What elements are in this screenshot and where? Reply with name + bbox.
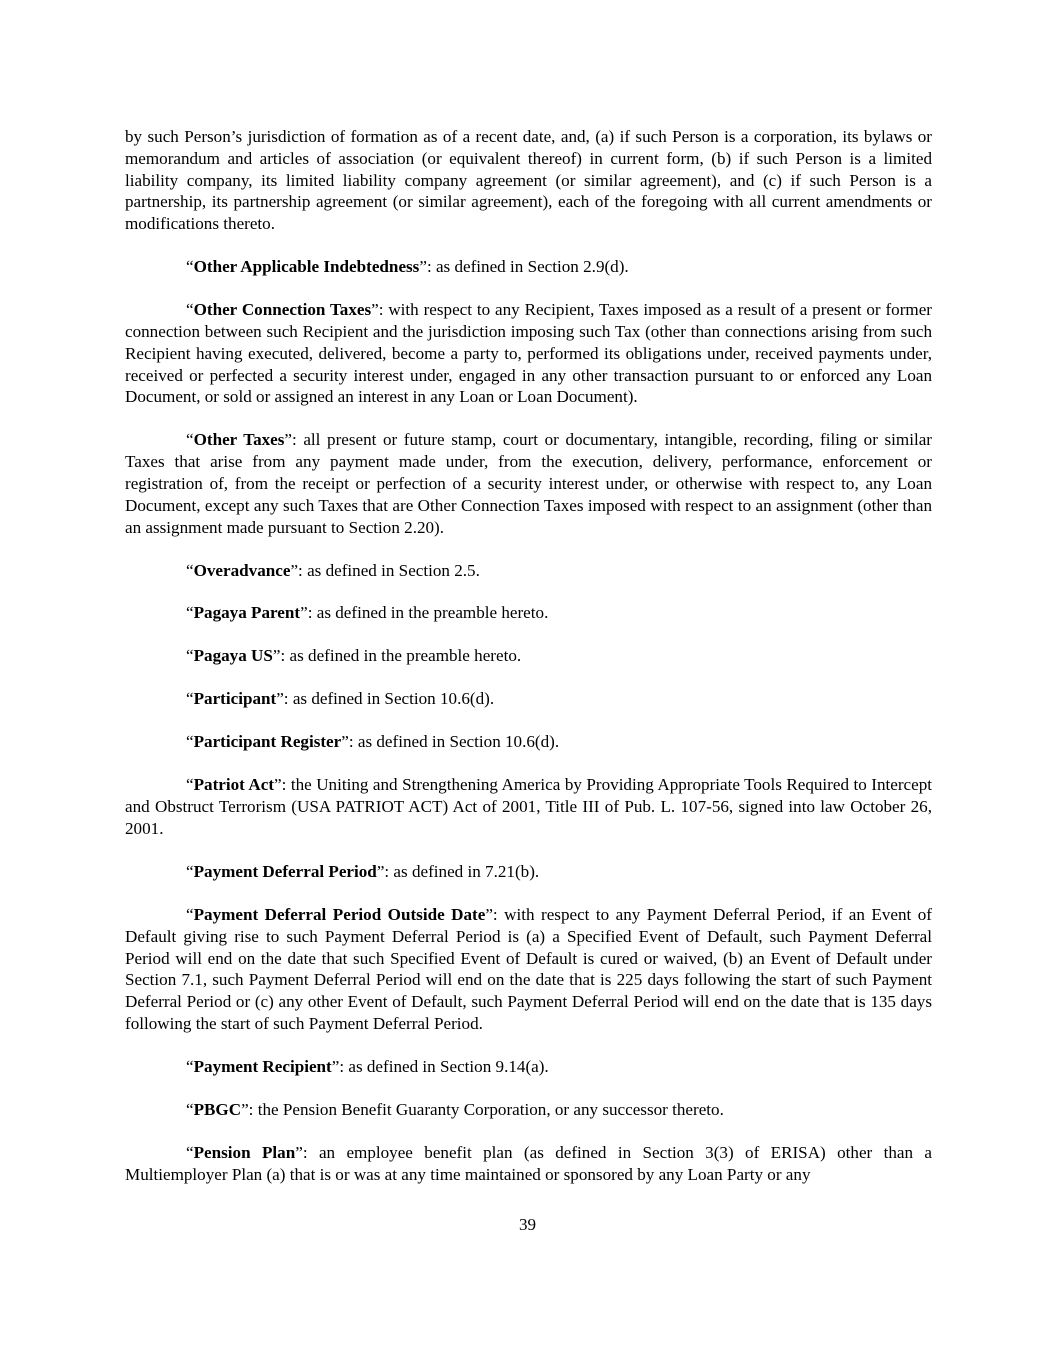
definition-text: : with respect to any Payment Deferral Period, if an Event of Default giving rise to such Payment Deferral Period is (a) a Specified Event of Default, such Payment Deferral Period will end on the date that such Specified Event of Default is cured or waived, (b) an Event of Default under Section 7.1, such Payment Deferral Period will end on the date that is 225 days following the start of such Payment Deferral Period or (c) any other Event of Default, such Payment Deferral Period will end on the date that is 135 days following the start of such Payment Deferral Period. — [125, 904, 932, 1033]
definition-pagaya-us: “Pagaya US”: as defined in the preamble hereto. — [186, 646, 522, 666]
definition-text: : the Pension Benefit Guaranty Corporation, or any successor thereto. — [248, 1099, 724, 1119]
definition-patriot-act: “Patriot Act”: the Uniting and Strengthening America by Providing Appropriate Tools Required to Intercept and Obstruct Terrorism (USA PATRIOT ACT) Act of 2001, Title III of Pub. L. 107-56, signed into law October 26, 2001. — [125, 775, 932, 839]
definition-pagaya-parent: “Pagaya Parent”: as defined in the preamble hereto. — [186, 603, 549, 623]
definition-participant: “Participant”: as defined in Section 10.6(d). — [186, 689, 495, 709]
defined-term: Other Taxes — [193, 430, 285, 450]
definition-text: : as defined in Section 9.14(a). — [339, 1056, 549, 1076]
defined-term: Pagaya US — [193, 646, 273, 666]
defined-term: Payment Deferral Period Outside Date — [193, 904, 486, 924]
definition-pension-plan: “Pension Plan”: an employee benefit plan (as defined in Section 3(3) of ERISA) other than a Multiemployer Plan (a) that is or was at any time maintained or sponsored by any Loan Party or any — [125, 1142, 932, 1184]
definition-text: : as defined in Section 2.5. — [298, 560, 480, 580]
defined-term: Pension Plan — [193, 1142, 296, 1162]
definition-pbgc: “PBGC”: the Pension Benefit Guaranty Corporation, or any successor thereto. — [186, 1099, 724, 1119]
definition-text: : as defined in Section 2.9(d). — [426, 257, 629, 277]
defined-term: Patriot Act — [193, 775, 275, 795]
defined-term: Other Connection Taxes — [193, 300, 372, 320]
definition-other-taxes: “Other Taxes”: all present or future stamp, court or documentary, intangible, recording, filing or similar Taxes that arise from any payment made under, from the execution, delivery, performance, enforcement or registration of, from the receipt or perfection of a security interest under, or otherwise with respect to, any Loan Document, except any such Taxes that are Other Connection Taxes imposed with respect to an assignment (other than an assignment made pursuant to Section 2.20). — [125, 430, 932, 537]
document-page — [125, 126, 932, 1207]
definition-text: : as defined in 7.21(b). — [384, 862, 540, 881]
definition-text: : as defined in the preamble hereto. — [280, 646, 522, 666]
definition-text: : an employee benefit plan (as defined in Section 3(3) of ERISA) other than a Multiemployer Plan (a) that is or was at any time maintained or sponsored by any Loan Party or any — [125, 1142, 932, 1184]
defined-term: Payment Deferral Period — [193, 862, 377, 881]
defined-term: Participant Register — [193, 732, 342, 752]
defined-term: Payment Recipient — [193, 1056, 332, 1076]
definition-other-applicable-indebtedness: “Other Applicable Indebtedness”: as defined in Section 2.9(d). — [186, 257, 629, 277]
definition-text: : as defined in Section 10.6(d). — [348, 732, 560, 752]
definition-overadvance: “Overadvance”: as defined in Section 2.5. — [186, 560, 480, 580]
defined-term: Pagaya Parent — [193, 603, 301, 623]
definition-payment-recipient: “Payment Recipient”: as defined in Section 9.14(a). — [186, 1056, 549, 1076]
definition-payment-deferral-period: “Payment Deferral Period”: as defined in 7.21(b). — [186, 862, 540, 881]
definition-payment-deferral-period-outside-date: “Payment Deferral Period Outside Date”: with respect to any Payment Deferral Period, if an Event of Default giving rise to such Payment Deferral Period is (a) a Specified Event of Default, such Payment Deferral Period will end on the date that such Specified Event of Default is cured or waived, (b) an Event of Default under Section 7.1, such Payment Deferral Period will end on the date that is 225 days following the start of such Payment Deferral Period or (c) any other Event of Default, such Payment Deferral Period will end on the date that is 135 days following the start of such Payment Deferral Period. — [125, 904, 932, 1033]
definition-text: : as defined in Section 10.6(d). — [283, 689, 495, 709]
definition-other-connection-taxes: “Other Connection Taxes”: with respect to any Recipient, Taxes imposed as a result of a present or former connection between such Recipient and the jurisdiction imposing such Tax (other than connections arising from such Recipient having executed, delivered, become a party to, performed its obligations under, received payments under, received or perfected a security interest under, engaged in any other transaction pursuant to or enforced any Loan Document, or sold or assigned an interest in any Loan or Loan Document). — [125, 300, 932, 407]
definition-text: : all present or future stamp, court or documentary, intangible, recording, filing or similar Taxes that arise from any payment made under, from the execution, delivery, performance, enforcement or registration of, from the receipt or perfection of a security interest under, or otherwise with respect to, any Loan Document, except any such Taxes that are Other Connection Taxes imposed with respect to an assignment (other than an assignment made pursuant to Section 2.20). — [125, 430, 932, 537]
defined-term: Participant — [193, 689, 277, 709]
page-number: 39 — [518, 1215, 537, 1234]
definition-text: : the Uniting and Strengthening America by Providing Appropriate Tools Required to Intercept and Obstruct Terrorism (USA PATRIOT ACT) Act of 2001, Title III of Pub. L. 107-56, signed into law October 26, 2001. — [125, 775, 932, 839]
defined-term: Overadvance — [193, 560, 291, 580]
definition-text: : as defined in the preamble hereto. — [307, 603, 549, 623]
defined-term: Other Applicable Indebtedness — [193, 257, 420, 277]
definition-text: : with respect to any Recipient, Taxes imposed as a result of a present or former connection between such Recipient and the jurisdiction imposing such Tax (other than connections arising from such Recipient having executed, delivered, become a party to, performed its obligations under, received payments under, received or perfected a security interest under, engaged in any other transaction pursuant to or enforced any Loan Document, or sold or assigned an interest in any Loan or Loan Document). — [125, 300, 932, 407]
definition-participant-register: “Participant Register”: as defined in Section 10.6(d). — [186, 732, 560, 752]
intro-paragraph: by such Person’s jurisdiction of formation as of a recent date, and, (a) if such Person is a corporation, its bylaws or memorandum and articles of association (or equivalent thereof) in current form, (b) if such Person is a limited liability company, its limited liability company agreement (or similar agreement), and (c) if such Person is a partnership, its partnership agreement (or similar agreement), each of the foregoing with all current amendments or modifications thereto. — [125, 127, 932, 234]
defined-term: PBGC — [193, 1099, 242, 1119]
